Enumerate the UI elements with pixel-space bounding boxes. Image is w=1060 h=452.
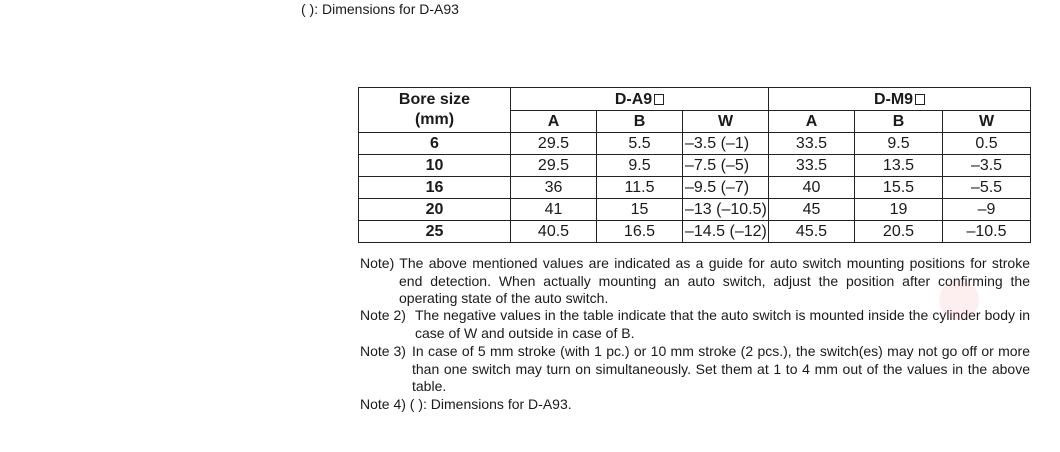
table-cell: 45 [769, 199, 855, 221]
box-icon [915, 94, 925, 105]
table-row [359, 155, 1031, 177]
table-cell: –5.5 [943, 177, 1031, 199]
note-2 [360, 307, 1030, 342]
table-cell: 33.5 [769, 155, 855, 177]
note-4 [360, 396, 1030, 414]
table-cell: 16.5 [597, 221, 683, 243]
box-icon [654, 94, 664, 105]
table-cell: 9.5 [855, 133, 943, 155]
table-row [359, 221, 1031, 243]
table-cell: 33.5 [769, 133, 855, 155]
bore-cell: 10 [359, 155, 511, 177]
note-2-text: The negative values in the table indicate that the auto switch is mounted inside the cylinder body in case of W and outside in case of B. [415, 307, 1030, 341]
bore-header-line1: Bore size [398, 91, 471, 108]
table-row [359, 199, 1031, 221]
table-cell: 13.5 [855, 155, 943, 177]
table-cell: 11.5 [597, 177, 683, 199]
table-cell: 29.5 [511, 155, 597, 177]
dimension-table [358, 87, 1031, 243]
col-header: W [683, 111, 769, 133]
table-cell: 15 [597, 199, 683, 221]
note-3-label: Note 3) [360, 343, 406, 359]
bore-cell: 25 [359, 221, 511, 243]
table-row [359, 133, 1031, 155]
note-1-text: Note) The above mentioned values are indicated as a guide for auto switch mounting positions for stroke end detection. When actually mounting an auto switch, adjust the position after confirming the operating state of the auto switch. [360, 255, 1030, 307]
table-cell: 29.5 [511, 133, 597, 155]
table-cell: –9.5 (–7) [683, 177, 769, 199]
note-3 [360, 343, 1030, 396]
table-cell: 40 [769, 177, 855, 199]
note-1 [360, 255, 1030, 308]
table-cell: –3.5 (–1) [683, 133, 769, 155]
top-caption: ( ): Dimensions for D-A93 [301, 1, 459, 17]
bore-cell: 16 [359, 177, 511, 199]
col-header: A [769, 111, 855, 133]
table-cell: –9 [943, 199, 1031, 221]
table-cell: 41 [511, 199, 597, 221]
note-4-text: Note 4) ( ): Dimensions for D-A93. [360, 396, 572, 412]
col-header: A [511, 111, 597, 133]
table-cell: –7.5 (–5) [683, 155, 769, 177]
table-cell: –13 (–10.5) [683, 199, 769, 221]
group-header-d-m9: D-M9 [769, 88, 1031, 111]
table-cell: 15.5 [855, 177, 943, 199]
note-2-label: Note 2) [360, 307, 406, 323]
table-cell: 9.5 [597, 155, 683, 177]
bore-cell: 20 [359, 199, 511, 221]
table-cell: –10.5 [943, 221, 1031, 243]
table-cell: 0.5 [943, 133, 1031, 155]
table-row [359, 177, 1031, 199]
col-header: W [943, 111, 1031, 133]
table-cell: 5.5 [597, 133, 683, 155]
table-cell: 19 [855, 199, 943, 221]
watermark-icon [939, 280, 979, 320]
bore-cell: 6 [359, 133, 511, 155]
table-cell: 20.5 [855, 221, 943, 243]
table-cell: –3.5 [943, 155, 1031, 177]
group-header-d-a9: D-A9 [511, 88, 769, 111]
note-3-text: In case of 5 mm stroke (with 1 pc.) or 10 mm stroke (2 pcs.), the switch(es) may not go off or more than one switch may turn on simultaneously. Set them at 1 to 4 mm out of the values in the above table. [412, 343, 1030, 395]
table-cell: 36 [511, 177, 597, 199]
table-cell: 45.5 [769, 221, 855, 243]
table-cell: –14.5 (–12) [683, 221, 769, 243]
bore-size-header [359, 88, 511, 133]
col-header: B [855, 111, 943, 133]
col-header: B [597, 111, 683, 133]
table-cell: 40.5 [511, 221, 597, 243]
bore-header-line2: (mm) [414, 111, 455, 128]
